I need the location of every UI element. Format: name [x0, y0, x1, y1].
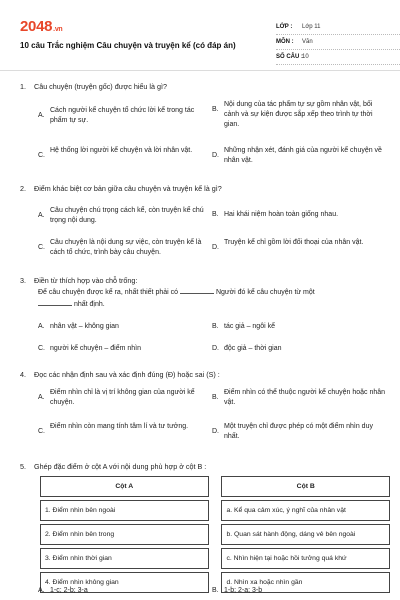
option-3d[interactable]: D. độc giả – thời gian [212, 345, 282, 352]
logo-main-text: 2048 [20, 18, 53, 35]
option-2a[interactable]: A. Câu chuyện chú trọng cách kể, còn truyện kể chú trọng nội dung. [38, 207, 204, 225]
column-b-cell: d. Nhìn xa hoặc nhìn gần [222, 573, 390, 593]
logo-suffix-text: .vn [53, 26, 63, 33]
table-row [41, 501, 390, 521]
column-a-cell: 3. Điểm nhìn thời gian [41, 549, 209, 569]
meta-value: 10 [302, 54, 309, 60]
column-a-header: Cột A [41, 477, 209, 497]
question-3 [20, 276, 386, 286]
question-4 [20, 370, 386, 380]
question-2 [20, 184, 386, 194]
fill-sentence-line2: nhất định. [38, 300, 388, 310]
header-divider [0, 70, 400, 71]
fill-sentence-line1: Để câu chuyện được kể ra, nhất thiết phải có Người đó kể câu chuyện từ một [38, 289, 315, 296]
column-a-cell: 1. Điểm nhìn bên ngoài [41, 501, 209, 521]
meta-key: MÔN : [276, 39, 294, 45]
column-a-cell: 4. Điểm nhìn không gian [41, 573, 209, 593]
matching-table [40, 476, 390, 593]
option-1c[interactable]: C. Hệ thống lời người kể chuyện và lời nhân vật. [38, 147, 193, 159]
option-4d[interactable]: D. Một truyện chỉ được phép có một điểm nhìn duy nhất. [212, 423, 373, 441]
document-header [20, 10, 386, 72]
column-b-header: Cột B [222, 477, 390, 497]
table-row [41, 525, 390, 545]
meta-row-count [276, 50, 400, 65]
option-5b[interactable]: B. 1-b; 2-a; 3-b [212, 587, 263, 594]
meta-box [276, 20, 400, 65]
option-2c[interactable]: C. Câu chuyện là nội dung sự việc, còn truyện kể là cách tổ chức, trình bày câu chuyện. [38, 239, 202, 257]
meta-row-subject [276, 35, 400, 50]
option-3c[interactable]: C. người kể chuyện – điểm nhìn [38, 345, 141, 352]
meta-row-class [276, 20, 400, 35]
table-header-row [41, 477, 390, 497]
option-1a[interactable]: A. Cách người kể chuyện tổ chức lời kể trong tác phẩm tự sự. [38, 107, 195, 125]
option-1d[interactable]: D. Những nhận xét, đánh giá của người kể chuyện về nhân vật. [212, 147, 382, 165]
blank-1[interactable] [180, 288, 214, 294]
meta-value: Văn [302, 39, 313, 45]
option-1b[interactable]: B. Nội dung của tác phẩm tự sự gồm nhân vật, bối cảnh và sự kiện được sắp xếp theo trình tự thời gian. [212, 101, 373, 129]
option-4b[interactable]: B. Điểm nhìn có thể thuộc người kể chuyện hoặc nhân vật. [212, 389, 386, 407]
column-b-cell: b. Quan sát hành động, dáng vẻ bên ngoài [222, 525, 390, 545]
question-stem: 4. Đọc các nhận định sau và xác định đúng (Đ) hoặc sai (S) : [20, 370, 220, 379]
option-3b[interactable]: B. tác giả – ngôi kể [212, 323, 275, 330]
option-2d[interactable]: D. Truyện kể chỉ gồm lời đối thoại của nhân vật. [212, 239, 364, 251]
meta-key: LỚP : [276, 24, 293, 30]
question-5 [20, 462, 386, 472]
table-row [41, 549, 390, 569]
option-2b[interactable]: B. Hai khái niệm hoàn toàn giống nhau. [212, 211, 339, 218]
option-4c[interactable]: C. Điểm nhìn còn mang tính tâm lí và tư tưởng. [38, 423, 189, 435]
question-1 [20, 82, 386, 92]
option-5a[interactable]: A. 1-c; 2-b; 3-a [38, 587, 88, 594]
column-a-cell: 2. Điểm nhìn bên trong [41, 525, 209, 545]
blank-2[interactable] [38, 300, 72, 306]
document-title: 10 câu Trắc nghiệm Câu chuyện và truyện kể (có đáp án) [20, 41, 236, 50]
question-stem: 3. Điền từ thích hợp vào chỗ trống: [20, 276, 138, 285]
question-stem: 2. Điểm khác biệt cơ bản giữa câu chuyện và truyện kể là gì? [20, 184, 222, 193]
site-logo[interactable] [20, 16, 62, 38]
meta-value: Lớp 11 [302, 24, 321, 30]
meta-key: SỐ CÂU : [276, 54, 303, 60]
option-3a[interactable]: A. nhân vật – không gian [38, 323, 119, 330]
column-b-cell: a. Kể qua cảm xúc, ý nghĩ của nhân vật [222, 501, 390, 521]
question-stem: 5. Ghép đặc điểm ở cột A với nội dung phù hợp ở cột B : [20, 462, 207, 471]
question-stem: 1. Câu chuyện (truyện gốc) được hiểu là gì? [20, 82, 167, 91]
column-b-cell: c. Nhìn hiện tại hoặc hồi tưởng quá khứ [222, 549, 390, 569]
option-4a[interactable]: A. Điểm nhìn chỉ là vị trí không gian của người kể chuyện. [38, 389, 195, 407]
